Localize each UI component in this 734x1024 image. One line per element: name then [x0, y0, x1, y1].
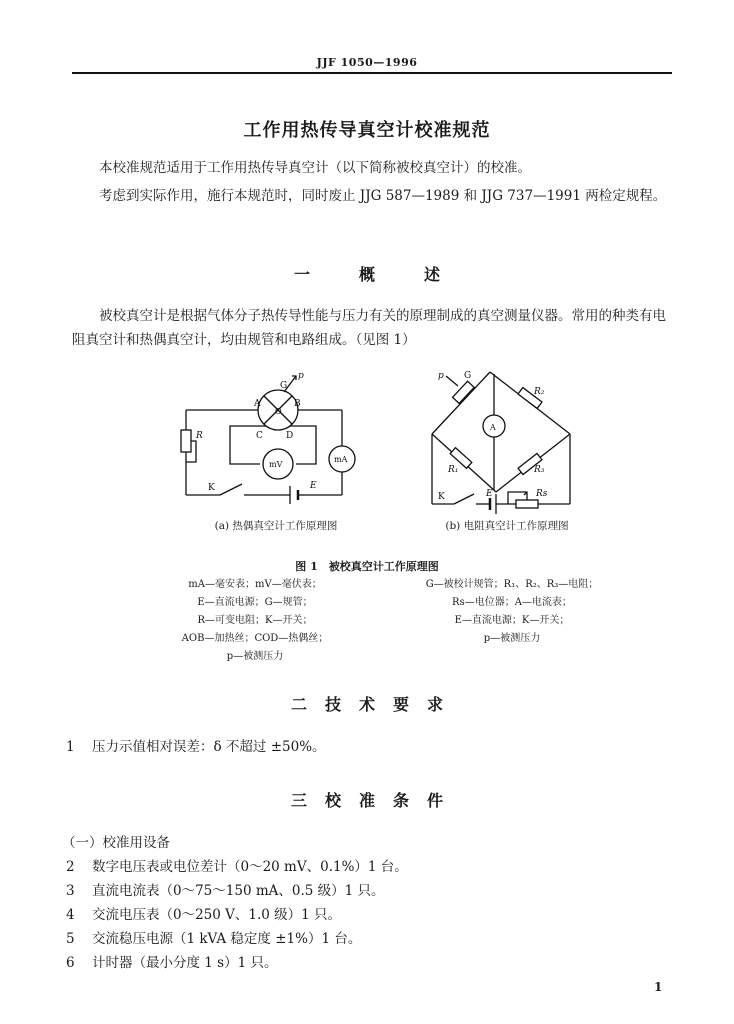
figure-a-caption: (a) 热偶真空计工作原理图 — [214, 520, 338, 532]
svg-text:R₁: R₁ — [448, 465, 459, 475]
svg-text:C: C — [256, 431, 263, 441]
svg-text:A: A — [254, 399, 261, 409]
legend-line: Rs—电位器；A—电流表； — [452, 597, 572, 608]
svg-text:R₂: R₂ — [534, 387, 545, 397]
list-item: 2 数字电压表或电位差计（0～20 mV、0.1%）1 台。 — [66, 859, 408, 875]
legend-line: E—直流电源；K—开关； — [454, 615, 570, 626]
section-3-heading: 三 校 准 条 件 — [290, 791, 444, 810]
svg-text:K: K — [438, 492, 445, 502]
figure-title: 图 1 被校真空计工作原理图 — [295, 560, 439, 573]
figure-a-legend — [150, 576, 360, 666]
subsection-heading: （一）校准用设备 — [62, 835, 170, 851]
page-number: 1 — [654, 980, 663, 994]
legend-line: G—被校计规管；R₁、R₂、R₃—电阻； — [425, 579, 599, 590]
legend-line: mA—毫安表；mV—毫伏表； — [188, 579, 322, 590]
legend-line: E—直流电源；G—规管； — [197, 597, 313, 608]
section-1-heading: 一 概 述 — [293, 265, 441, 284]
legend-line: p—被测压力 — [483, 633, 541, 644]
figure-b-diagram — [424, 364, 584, 514]
svg-text:p: p — [438, 371, 444, 381]
legend-line: AOB—加热丝；COD—热偶丝； — [181, 633, 329, 644]
figure-a-diagram — [172, 370, 372, 510]
header-rule — [72, 72, 672, 74]
svg-text:A: A — [490, 423, 496, 432]
svg-text:G: G — [280, 381, 288, 391]
svg-text:K: K — [208, 483, 215, 493]
svg-text:E: E — [486, 489, 493, 499]
svg-text:Rs: Rs — [536, 489, 548, 499]
svg-text:mV: mV — [269, 460, 283, 469]
svg-text:G: G — [464, 371, 472, 381]
svg-text:E: E — [310, 481, 317, 491]
list-item: 4 交流电压表（0～250 V、1.0 级）1 只。 — [66, 907, 342, 923]
svg-text:O: O — [275, 407, 282, 416]
svg-text:mA: mA — [334, 455, 348, 464]
intro-paragraph-1: 本校准规范适用于工作用热传导真空计（以下简称被校真空计）的校准。 — [99, 160, 531, 176]
svg-text:p: p — [298, 371, 304, 381]
section-2-heading: 二 技 术 要 求 — [290, 695, 444, 714]
legend-line: R—可变电阻；K—开关； — [197, 615, 313, 626]
figure-b-legend — [392, 576, 632, 648]
list-item: 5 交流稳压电源（1 kVA 稳定度 ±1%）1 台。 — [66, 931, 362, 947]
intro-paragraph-2: 考虑到实际作用，施行本规范时，同时废止 JJG 587—1989 和 JJG 737—1991 两检定规程。 — [99, 188, 667, 204]
svg-text:B: B — [294, 399, 301, 409]
legend-line: p—被测压力 — [226, 651, 284, 662]
list-item: 1 压力示值相对误差：δ 不超过 ±50%。 — [66, 739, 326, 755]
svg-text:R: R — [196, 431, 203, 441]
document-code: JJF 1050—1996 — [316, 56, 418, 69]
list-item: 6 计时器（最小分度 1 s）1 只。 — [66, 955, 278, 971]
list-item: 3 直流电流表（0～75～150 mA、0.5 级）1 只。 — [66, 883, 385, 899]
document-title: 工作用热传导真空计校准规范 — [243, 120, 491, 141]
svg-text:D: D — [286, 431, 294, 441]
figure-b-caption: (b) 电阻真空计工作原理图 — [445, 520, 569, 532]
svg-text:R₃: R₃ — [534, 465, 545, 475]
section-1-paragraph: 被校真空计是根据气体分子热传导性能与压力有关的原理制成的真空测量仪器。常用的种类有电阻真空计和热偶真空计，均由规管和电路组成。（见图 1） — [72, 308, 666, 348]
